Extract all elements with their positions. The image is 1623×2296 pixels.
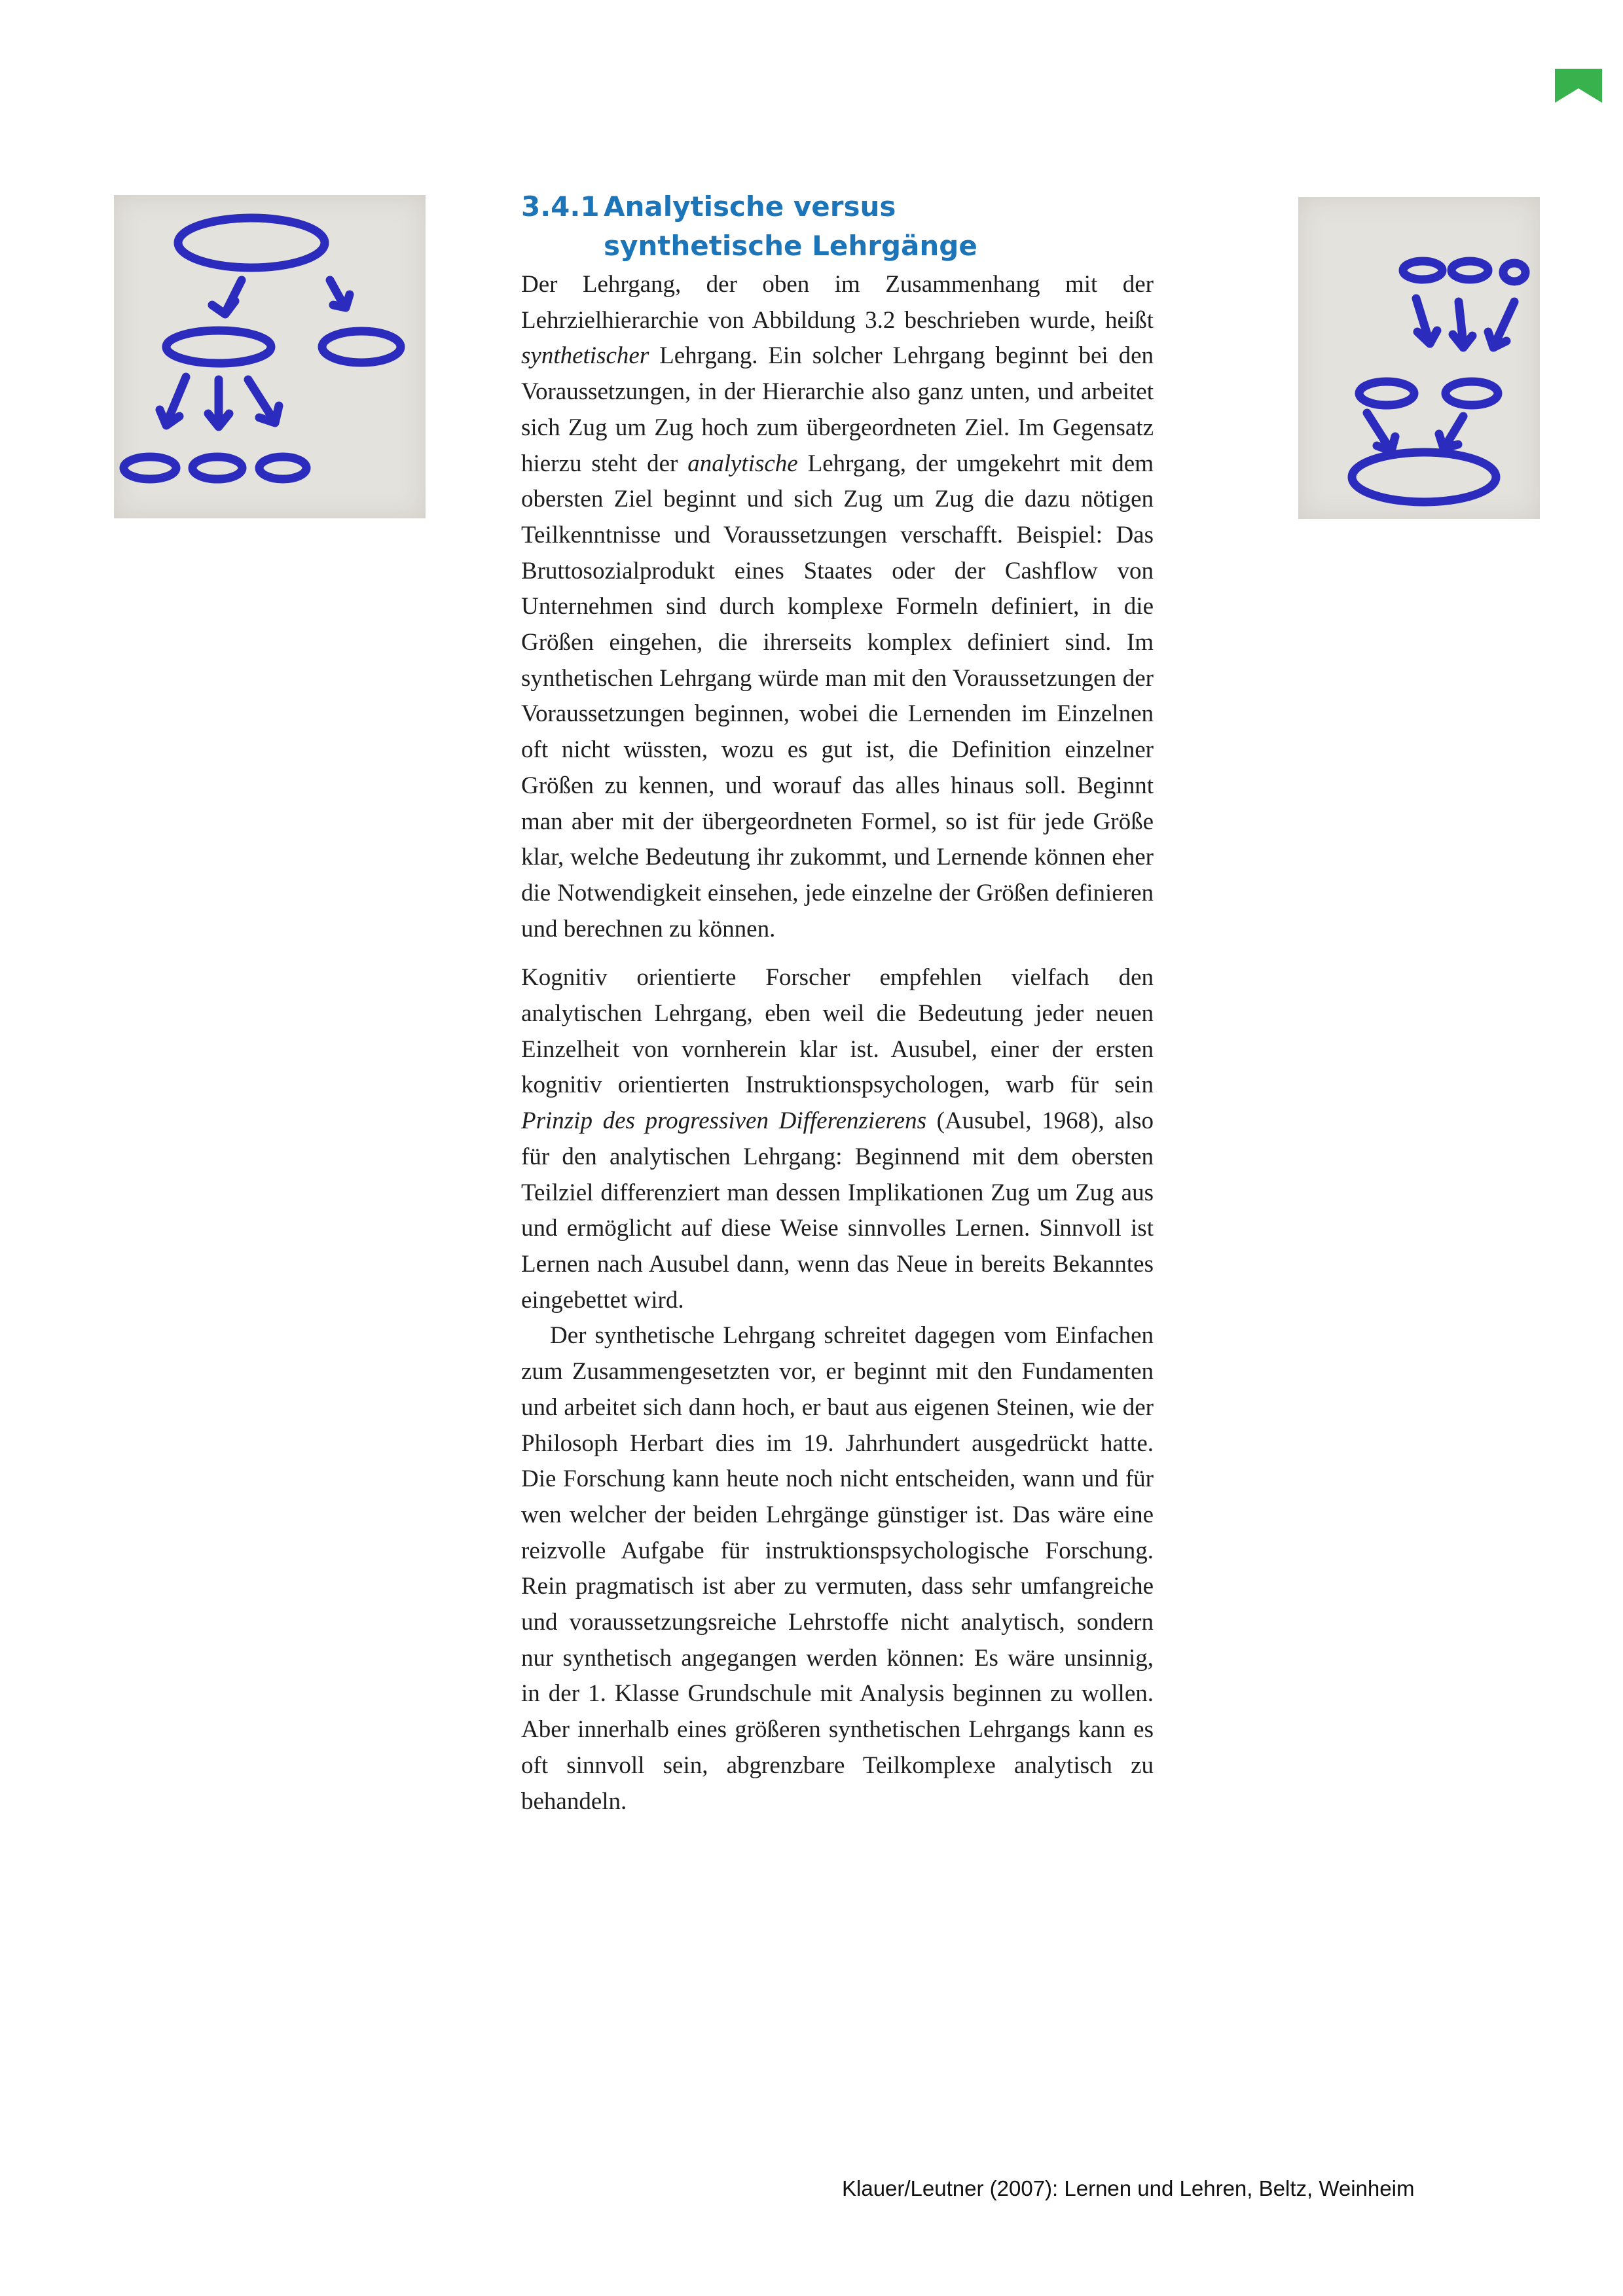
bookmark-icon[interactable] bbox=[1555, 69, 1602, 103]
section-heading bbox=[521, 187, 1154, 266]
hierarchy-sketch-bottom-up bbox=[1298, 197, 1540, 519]
section-title: Analytische versus synthetische Lehrgänge bbox=[604, 190, 977, 262]
body-text: Lehrgang. Ein solcher Lehrgang beginnt bei den Voraussetzungen, in der Hierarchie also ganz unten, und arbeitet sich Zug um Zug hoch zum übergeordneten Ziel. Im Gegensatz hierzu steht der bbox=[521, 342, 1154, 477]
source-citation: Klauer/Leutner (2007): Lernen und Lehren, Beltz, Weinheim bbox=[842, 2176, 1415, 2200]
body-text: (Ausubel, 1968), also für den analytischen Lehrgang: Beginnend mit dem obersten Teilziel differenziert man dessen Implikationen Zug um Zug aus und ermöglicht auf diese Weise sinnvolles Lernen. Sinnvoll ist Lernen nach Ausubel dann, wenn das Neue in bereits Bekanntes eingebettet wird. bbox=[521, 1107, 1154, 1314]
body-text: Der synthetische Lehrgang schreitet dagegen vom Einfachen zum Zusammengesetzten vor, er beginnt mit den Fundamenten und arbeitet sich dann hoch, er baut aus eigenen Steinen, wie der Philosoph Herbart dies im 19. Jahrhundert ausgedrückt hatte. Die Forschung kann heute noch nicht entscheiden, wann und für wen welcher der beiden Lehrgänge günstiger ist. Das wäre eine reizvolle Aufgabe für instruktionspsychologische Forschung. Rein pragmatisch ist aber zu vermuten, dass sehr umfangreiche und voraussetzungsreiche Lehrstoffe nicht analytisch, sondern nur synthetisch angegangen werden können: Es wäre unsinnig, in der 1. Klasse Grundschule mit Analysis beginnen zu wollen. Aber innerhalb eines größeren synthetischen Lehrgangs kann es oft sinnvoll sein, abgrenzbare Teilkomplexe analytisch zu behandeln. bbox=[521, 1322, 1154, 1815]
body-text: Der Lehrgang, der oben im Zusammenhang mit der Lehrzielhierarchie von Abbildung 3.2 beschrieben wurde, heißt bbox=[521, 271, 1154, 334]
paragraph-2 bbox=[521, 960, 1154, 1318]
emphasis-text: analytische bbox=[687, 450, 798, 477]
body-text: Lehrgang, der umgekehrt mit dem obersten Ziel beginnt und sich Zug um Zug die dazu nötigen Teilkenntnisse und Voraussetzungen verschafft. Beispiel: Das Bruttosozialprodukt eines Staates oder der Cashflow von Unternehmen sind durch komplexe Formeln definiert, in die Größen eingehen, die ihrerseits komplex definiert sind. Im synthetischen Lehrgang würde man mit den Voraussetzungen der Voraussetzungen beginnen, wobei die Lernenden im Einzelnen oft nicht wüssten, wozu es gut ist, die Definition einzelner Größen zu kennen, und worauf das alles hinaus soll. Beginnt man aber mit der übergeordneten Formel, so ist für jede Größe klar, welche Bedeutung ihr zukommt, und Lernende können eher die Notwendigkeit einsehen, jede einzelne der Größen definieren und berechnen zu können. bbox=[521, 450, 1154, 942]
body-text: Kognitiv orientierte Forscher empfehlen vielfach den analytischen Lehrgang, eben weil die Bedeutung jeder neuen Einzelheit von vornherein klar ist. Ausubel, einer der ersten kognitiv orientierten Instruktionspsychologen, warb für sein bbox=[521, 964, 1154, 1099]
section-number: 3.4.1 bbox=[521, 190, 600, 223]
paragraph-3 bbox=[521, 1318, 1154, 1820]
paragraph-1 bbox=[521, 267, 1154, 947]
hierarchy-sketch-top-down bbox=[114, 195, 426, 518]
emphasis-text: synthetischer bbox=[521, 342, 649, 370]
article bbox=[521, 187, 1154, 1820]
emphasis-text: Prinzip des progressiven Differenzierens bbox=[521, 1107, 926, 1135]
